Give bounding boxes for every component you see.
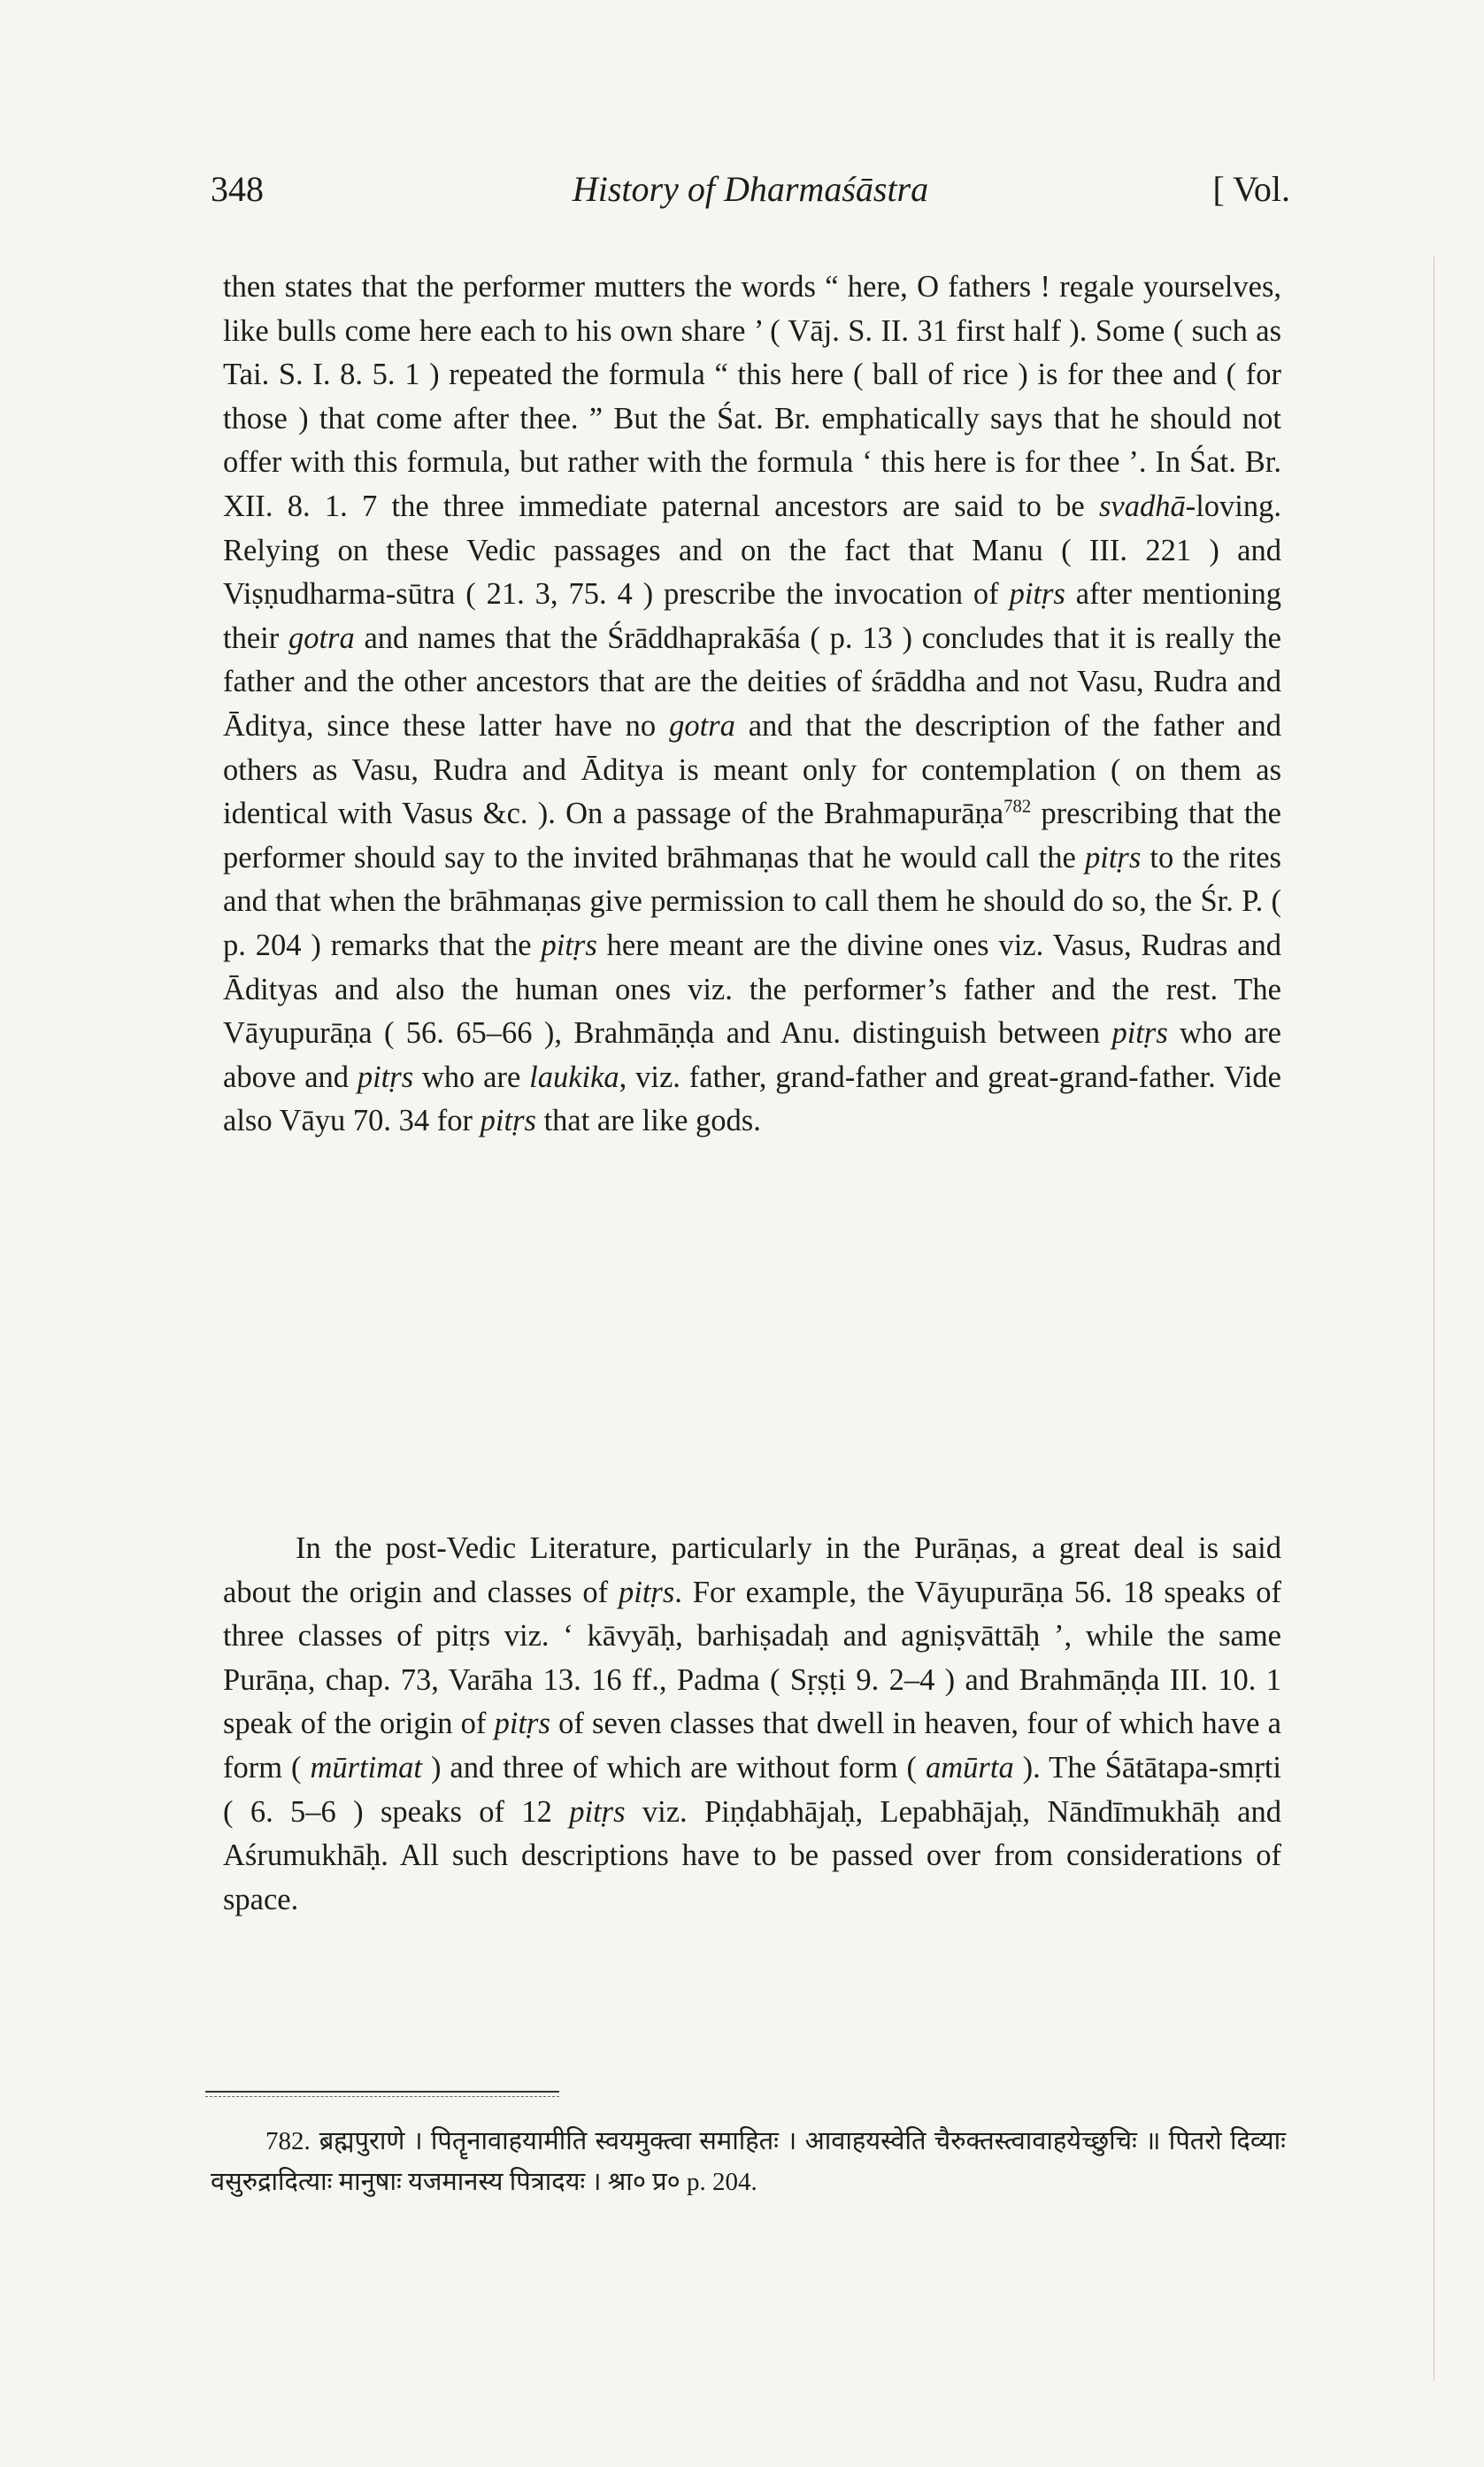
footnote-divider [205, 2091, 559, 2093]
footnote-divider-underline [205, 2096, 559, 2097]
running-title: History of Dharmaśāstra [572, 169, 929, 209]
footnote-number: 782. [265, 2127, 311, 2155]
footnote-782 [211, 2121, 1286, 2202]
page-number: 348 [211, 169, 264, 209]
paragraph-2: In the post-Vedic Literature, particularly in the Purāṇas, a great deal is said about the origin and classes of pitṛs. For example, the Vāyupurāṇa 56. 18 speaks of three classes of pitṛs viz. ‘ kāvyāḥ, barhiṣadaḥ and agniṣvāttāḥ ’, while the same Purāṇa, chap. 73, Varāha 13. 16 ff., Padma ( Sṛṣṭi 9. 2–4 ) and Brahmāṇḍa III. 10. 1 speak of the origin of pitṛs of seven classes that dwell in heaven, four of which have a form ( mūrtimat ) and three of which are without form ( amūrta ). The Śātātapa-smṛti ( 6. 5–6 ) speaks of 12 pitṛs viz. Piṇḍabhājaḥ, Lepabhājaḥ, Nāndīmukhāḥ and Aśrumukhāḥ. All such descriptions have to be passed over from considerations of space. [223, 1531, 1281, 1916]
footnote-text: ब्रह्मपुराणे । पितॄनावाहयामीति स्वयमुक्त्वा समाहितः । आवाहयस्वेति चैरुक्तस्त्वावाहयेच्छुचिः ॥ पितरो दिव्याः वसुरुद्रादित्याः मानुषाः यजमानस्य पित्रादयः । श्रा० प्र० p. 204. [211, 2127, 1286, 2196]
page-header [211, 168, 1290, 221]
footnote-reference: 782 [1003, 797, 1032, 817]
volume-label: [ Vol. [1212, 169, 1290, 209]
paragraph-1: then states that the performer mutters the words “ here, O fathers ! regale yourselves, like bulls come here each to his own share ’ ( Vāj. S. II. 31 first half ). Some ( such as Tai. S. I. 8. 5. 1 ) repeated the formula “ this here ( ball of rice ) is for thee and ( for those ) that come after thee. ” But the Śat. Br. emphatically says that he should not offer with this formula, but rather with the formula ‘ this here is for thee ’. In Śat. Br. XII. 8. 1. 7 the three immediate paternal ancestors are said to be svadhā-loving. Relying on these Vedic passages and on the fact that Manu ( III. 221 ) and Viṣṇudharma-sūtra ( 21. 3, 75. 4 ) prescribe the invocation of pitṛs after mentioning their gotra and names that the Śrāddhaprakāśa ( p. 13 ) concludes that it is really the father and the other ancestors that are the deities of śrāddha and not Vasu, Rudra and Āditya, since these latter have no gotra and that the description of the father and others as Vasu, Rudra and Āditya is meant only for contemplation ( on them as identical with Vasus &c. ). On a passage of the Brahmapurāṇa$^{782}$ prescribing that the performer should say to the invited brāhmaṇas that he would call the pitṛs to the rites and that when the brāhmaṇas give permission to call them he should do so, the Śr. P. ( p. 204 ) remarks that the pitṛs here meant are the divine ones viz. Vasus, Rudras and Ādityas and also the human ones viz. the performer’s father and the rest. The Vāyupurāṇa ( 56. 65–66 ), Brahmāṇḍa and Anu. distinguish between pitṛs who are above and pitṛs who are laukika, viz. father, grand-father and great-grand-father. Vide also Vāyu 70. 34 for pitṛs that are like gods. [223, 270, 1282, 1138]
